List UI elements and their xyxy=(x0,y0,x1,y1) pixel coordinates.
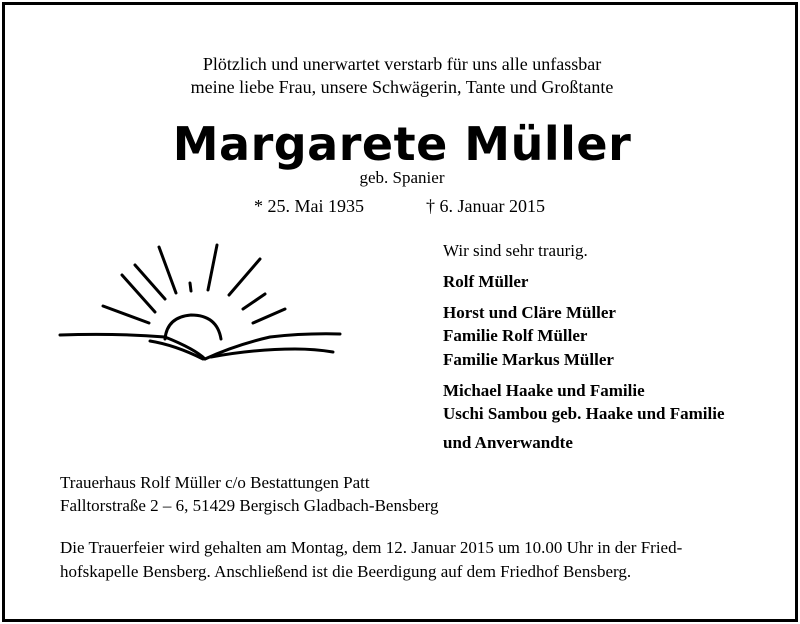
intro-line-2: meine liebe Frau, unsere Schwägerin, Tante und Großtante xyxy=(190,77,614,97)
mourner-entry: Michael Haake und Familie xyxy=(443,381,645,400)
birth-date: * 25. Mai 1935 xyxy=(254,196,364,216)
service-line-1: Die Trauerfeier wird gehalten am Montag, dem 12. Januar 2015 um 10.00 Uhr in der Fried- xyxy=(60,538,683,557)
deceased-name: Margarete Müller xyxy=(172,117,632,171)
mourner-entry: Familie Rolf Müller xyxy=(443,326,588,345)
intro-line-1: Plötzlich und unerwartet verstarb für uns alle unfassbar xyxy=(202,54,602,74)
address-line-2: Falltorstraße 2 – 6, 51429 Bergisch Gladbach-Bensberg xyxy=(60,496,439,515)
obituary-card xyxy=(2,2,798,622)
service-line-2: hofskapelle Bensberg. Anschließend ist die Beerdigung auf dem Friedhof Bensberg. xyxy=(60,562,632,581)
mourner-entry: und Anverwandte xyxy=(443,433,573,452)
maiden-name: geb. Spanier xyxy=(359,168,445,187)
death-date: † 6. Januar 2015 xyxy=(426,196,545,216)
mourner-entry: Horst und Cläre Müller xyxy=(443,303,616,322)
mourners-heading: Wir sind sehr traurig. xyxy=(443,241,588,260)
mourner-entry: Familie Markus Müller xyxy=(443,350,614,369)
mourner-entry: Rolf Müller xyxy=(443,272,529,291)
mourner-entry: Uschi Sambou geb. Haake und Familie xyxy=(443,404,725,423)
address-line-1: Trauerhaus Rolf Müller c/o Bestattungen Patt xyxy=(60,473,370,492)
sunset-icon xyxy=(55,239,345,369)
